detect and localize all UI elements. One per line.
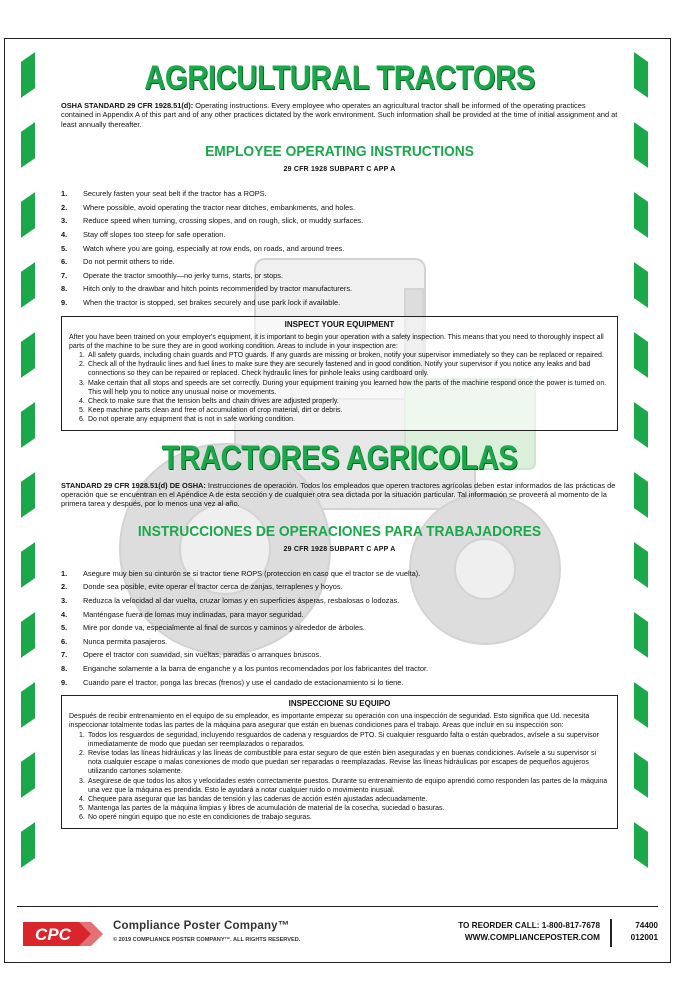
company-name: Compliance Poster Company™ [113, 920, 290, 932]
spanish-rules-list [61, 567, 618, 689]
list-item: 6. No operé ningún equipo que no este en condiciones de trabajo seguras. [79, 814, 312, 822]
list-item: 6. Do not operate any equipment that is not in safe working condition. [79, 416, 296, 424]
border-stripe [634, 682, 648, 728]
list-item: 4. Chequee para asegurar que las bandas de tensión y las cadenas de acción estén ajustadas adecuadamente. [79, 795, 428, 803]
border-stripe [21, 192, 35, 238]
list-item: 9. Cuando pare el tractor, ponga las brecas (frenos) y use el candado de estacionamiento si lo tiene. [61, 677, 404, 687]
border-stripe [21, 682, 35, 728]
logo-text: CPC [35, 925, 71, 944]
list-item: 8. Hitch only to the drawbar and hitch points recommended by tractor manufacturers. [61, 284, 353, 294]
list-item: 3. Reduce speed when turning, crossing slopes, and on rough, slick, or muddy surfaces. [61, 216, 364, 226]
list-item: 9. When the tractor is stopped, set brakes securely and use park lock if available. [61, 297, 341, 307]
border-stripe [21, 542, 35, 588]
english-standard-text: Operating instructions. Every employee who operates an agricultural tractor shall be informed of the operating practices contained in Appendix A of this part and of any other practices dictated by the work environment. Such information shall be provided at the time of initial assignment and at least annually thereafter. [61, 101, 618, 129]
spanish-section-title: INSTRUCCIONES DE OPERACIONES PARA TRABAJADORES [137, 522, 542, 540]
border-stripe [21, 472, 35, 518]
list-item: 2. Check all of the hydraulic lines and fuel lines to make sure they are securely fastened and in good condition. Notify your supervisor if you notice any leaks and bad connections so they can be repaired or replaced. Check hydraulic lines for pinhole leaks using cardboard only. [79, 361, 591, 378]
border-stripe [634, 402, 648, 448]
spanish-inspect-list [79, 731, 610, 823]
border-stripe [634, 542, 648, 588]
english-inspect-intro: After you have been trained on your employer's equipment, it is important to begin your operation with a safety inspection. This means that you need to thoroughly inspect all parts of the machine to be sure they are in good working condition. Areas to include in your inspection are: [69, 333, 604, 350]
spanish-inspect-box [61, 695, 618, 828]
english-rules-list [61, 187, 618, 309]
list-item: 7. Operate the tractor smoothly—no jerky turns, starts, or stops. [61, 270, 284, 280]
list-item: 5. Mire por donde va, especialmente al final de surcos y caminos y alrededor de árboles. [61, 623, 365, 633]
list-item: 3. Reduzca la velocidad al dar vuelta, cruzar lomas y en superficies ásperas, resbalosas o lodozas. [61, 596, 400, 605]
footer-vertical-divider [610, 919, 612, 947]
poster [4, 38, 671, 963]
list-item: 8. Enganche solamente a la barra de enganche y a los puntos recomendados por los fabricantes del tractor. [61, 663, 429, 673]
list-item: 6. Do not permit others to ride. [61, 257, 175, 267]
reorder-phone: TO REORDER CALL: 1-800-817-7678 [458, 921, 600, 930]
copyright: © 2019 COMPLIANCE POSTER COMPANY™. ALL RIGHTS RESERVED. [113, 937, 301, 943]
border-stripe [21, 612, 35, 658]
border-stripe [21, 822, 35, 868]
border-stripe [21, 402, 35, 448]
list-item: 2. Where possible, avoid operating the tractor near ditches, embankments, and holes. [61, 202, 355, 212]
revision-code: 012001 [630, 933, 658, 942]
list-item: 7. Opere el tractor con suavidad, sin vueltas, paradas o arranques bruscos. [61, 650, 322, 660]
poster-codes [631, 920, 658, 944]
spanish-standard-label: STANDARD 29 CFR 1928.51(d) DE OSHA: [61, 480, 206, 490]
footer-divider [17, 906, 658, 907]
list-item: 3. Asegúrese de que todos los altos y velocidades estén correctamente puestos. Durante su entrenamiento de equipo aprendió como responden las partes de la máquina una vez que la máquina es prendida. Esto le ayudará a notar cualquier ruido o movimiento inusual. [79, 777, 608, 794]
list-item: 2. Revise todas las líneas hidráulicas y las líneas de combustible para estar seguro de que estén bien aseguradas y en buenas condiciones. Avísele a su supervisor si nota cualquier escape o malas conexiones de modo que puedan ser reparadas o reemplazadas. Revise las líneas hidráulicas por escapes de pequeños agujeros utilizando cartones solamente. [79, 749, 597, 776]
list-item: 1. Asegure muy bien su cinturón se si tractor tiene ROPS (proteccion en caso que el tractor se de vuelta). [61, 568, 421, 578]
footer [5, 906, 670, 962]
spanish-subpart: 29 CFR 1928 SUBPART C APP A [283, 545, 396, 553]
list-item: 4. Stay off slopes too steep for safe operation. [61, 230, 226, 239]
spanish-standard [61, 481, 618, 509]
border-stripe [634, 332, 648, 378]
english-inspect-box [61, 316, 618, 431]
border-stripe [634, 52, 648, 98]
border-stripe [21, 262, 35, 308]
left-stripe-border [21, 39, 43, 962]
border-stripe [634, 472, 648, 518]
english-inspect-list [79, 351, 610, 425]
border-stripe [634, 122, 648, 168]
reorder-info [458, 920, 600, 944]
english-standard-label: OSHA STANDARD 29 CFR 1928.51(d): [61, 101, 194, 110]
spanish-inspect-intro: Después de recibir entrenamiento en el equipo de su empleador, es importante empezar su operación con una inspección de seguridad. Esto significa que Ud. necesita inspeccionar totalmente todas las partes de la máquina para asegurar que están en buenas condiciones para el trabajo. Areas que incluir en su inspección son: [69, 713, 590, 730]
list-item: 5. Watch where you are going, especially at row ends, on roads, and around trees. [61, 243, 345, 253]
list-item: 1. Securely fasten your seat belt if the tractor has a ROPS. [61, 189, 267, 199]
list-item: 4. Manténgase fuera de lomas muy inclinadas, para mayor seguridad. [61, 609, 304, 619]
english-inspect-title: INSPECT YOUR EQUIPMENT [284, 319, 395, 329]
border-stripe [21, 52, 35, 98]
website-link[interactable]: WWW.COMPLIANCEPOSTER.COM [464, 933, 600, 942]
list-item: 1. All safety guards, including chain guards and PTO guards. If any guards are missing or broken, notify your supervisor immediately so they can be replaced or repaired. [79, 351, 604, 359]
english-subpart: 29 CFR 1928 SUBPART C APP A [283, 166, 396, 174]
list-item: 4. Check to make sure that the tension belts and chain drives are adjusted properly. [79, 397, 339, 405]
english-title: AGRICULTURAL TRACTORS [144, 59, 535, 97]
cpc-logo-icon [19, 920, 105, 948]
spanish-inspect-title: INSPECCIONE SU EQUIPO [288, 699, 391, 709]
list-item: 3. Make certain that all stops and speeds are set correctly. During your equipment training you learned how the parts of the machine respond once the power is turned on. This will help you to notice any unusual noise or movements. [79, 379, 607, 396]
border-stripe [634, 262, 648, 308]
english-standard [61, 101, 618, 129]
english-section-title: EMPLOYEE OPERATING INSTRUCTIONS [205, 143, 474, 161]
border-stripe [21, 122, 35, 168]
border-stripe [634, 752, 648, 798]
border-stripe [634, 612, 648, 658]
list-item: 5. Mantenga las partes de la máquina limpias y libres de acumulación de material de la cosecha, suciedad o basuras. [79, 805, 445, 813]
right-stripe-border [634, 39, 656, 962]
product-code: 74400 [635, 921, 658, 930]
spanish-standard-text: Instrucciones de operación. Todos los empleados que operen tractores agrícolas deben estar informados de las prácticas de operación que se encuentran en el Apéndice A de esta sección y de cualquier otra sea dictada por la situación particular. Tal información se proveerá al momento de la primera tarea y después, por lo menos una vez al año. [61, 480, 616, 509]
list-item: 2. Donde sea posible, evite operar el tractor cerca de zanjas, terraplenes y hoyos. [61, 582, 343, 592]
spanish-title: TRACTORES AGRICOLAS [161, 438, 518, 477]
list-item: 6. Nunca permita pasajeros. [61, 636, 168, 646]
border-stripe [21, 752, 35, 798]
border-stripe [21, 332, 35, 378]
list-item: 1. Todos los resguardos de seguridad, incluyendo resguardos de cadena y resguardos de PTO. Si cualquier resguardo falta o están quebrados, avísele a su supervisor inmediatamente de modo que puedan ser reemplazados o reparados. [79, 731, 599, 748]
border-stripe [634, 822, 648, 868]
border-stripe [634, 192, 648, 238]
list-item: 5. Keep machine parts clean and free of accumulation of crop material, dirt or debris. [79, 407, 343, 415]
poster-content [61, 39, 618, 829]
